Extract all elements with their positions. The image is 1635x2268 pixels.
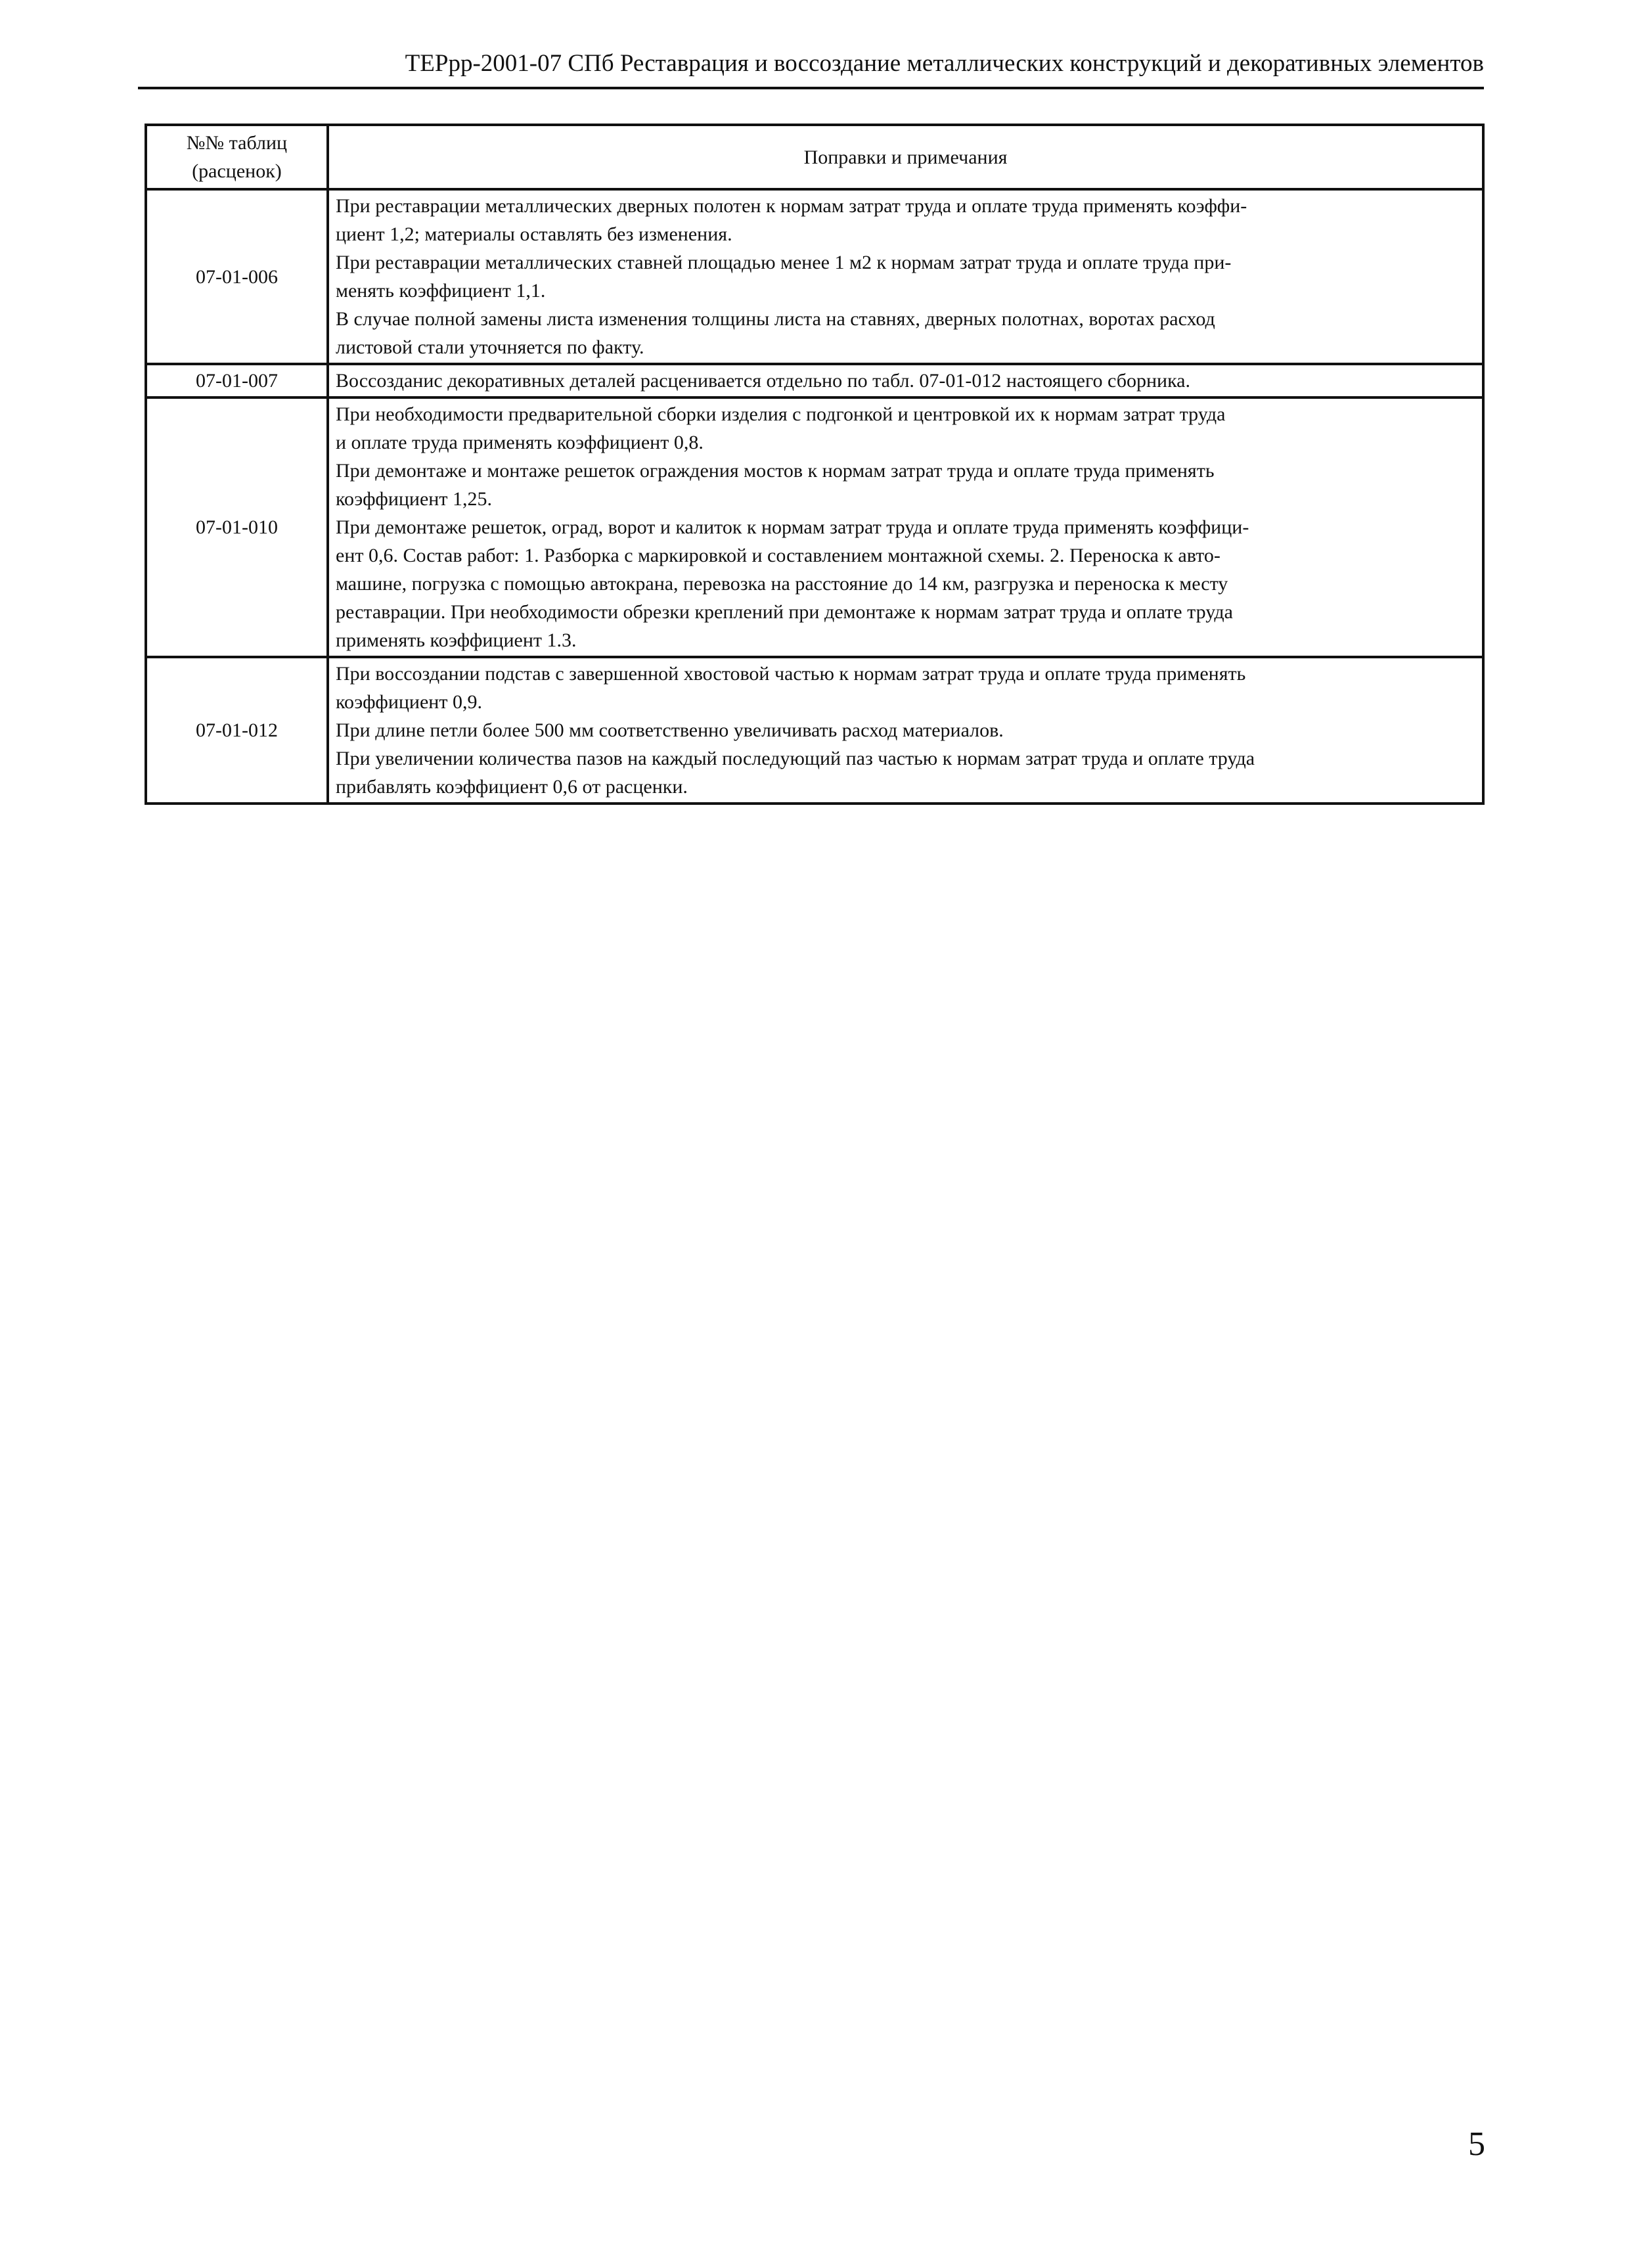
note-line: реставрации. При необходимости обрезки креплений при демонтаже к нормам затрат труда и оплате труда	[336, 601, 1233, 623]
rate-table-code: 07-01-012	[146, 657, 328, 804]
note-cell	[328, 364, 1483, 397]
note-line: листовой стали уточняется по факту.	[336, 336, 644, 358]
table-header-row	[146, 125, 1483, 189]
note-line: циент 1,2; материалы оставлять без изменения.	[336, 223, 732, 245]
note-line: Воссозданис декоративных деталей расценивается отдельно по табл. 07-01-012 настоящего сборника.	[336, 370, 1191, 392]
note-line: В случае полной замены листа изменения толщины листа на ставнях, дверных полотнах, воротах расход	[336, 308, 1215, 330]
note-line: коэффициент 0,9.	[336, 691, 482, 713]
note-line: и оплате труда применять коэффициент 0,8.	[336, 432, 704, 453]
note-line: При реставрации металлических дверных полотен к нормам затрат труда и оплате труда применять коэффи-	[336, 195, 1247, 217]
note-line: применять коэффициент 1.3.	[336, 629, 577, 651]
table-row	[146, 189, 1483, 364]
note-line: ент 0,6. Состав работ: 1. Разборка с маркировкой и составлением монтажной схемы. 2. Переноска к авто-	[336, 545, 1221, 566]
note-line: коэффициент 1,25.	[336, 488, 492, 510]
column-header-line: (расценок)	[192, 160, 282, 182]
note-cell	[328, 397, 1483, 657]
rate-table-code: 07-01-007	[146, 364, 328, 397]
header-rule	[138, 87, 1484, 89]
note-line: При демонтаже и монтаже решеток ограждения мостов к нормам затрат труда и оплате труда применять	[336, 460, 1215, 482]
running-header: ТЕРрр-2001-07 СПб Реставрация и воссоздание металлических конструкций и декоративных элементов	[405, 50, 1484, 77]
note-line: При необходимости предварительной сборки изделия с подгонкой и центровкой их к нормам затрат труда	[336, 403, 1226, 425]
note-line: При увеличении количества пазов на каждый последующий паз частью к нормам затрат труда и оплате труда	[336, 748, 1255, 769]
column-header-line: №№ таблиц	[186, 132, 288, 154]
note-line: При воссоздании подстав с завершенной хвостовой частью к нормам затрат труда и оплате труда применять	[336, 663, 1246, 685]
table-body	[146, 189, 1483, 804]
page-number: 5	[1468, 2125, 1485, 2163]
note-line: машине, погрузка с помощью автокрана, перевозка на расстояние до 14 км, разгрузка и переноска к месту	[336, 573, 1228, 595]
column-header-table-numbers	[146, 125, 328, 189]
note-line: менять коэффициент 1,1.	[336, 280, 546, 302]
table-row	[146, 397, 1483, 657]
table-row	[146, 364, 1483, 397]
rate-table-code: 07-01-006	[146, 189, 328, 364]
note-cell	[328, 189, 1483, 364]
rate-table-code: 07-01-010	[146, 397, 328, 657]
note-line: При демонтаже решеток, оград, ворот и калиток к нормам затрат труда и оплате труда применять коэффици-	[336, 516, 1249, 538]
notes-table	[145, 124, 1485, 805]
table-row	[146, 657, 1483, 804]
note-cell	[328, 657, 1483, 804]
note-line: прибавлять коэффициент 0,6 от расценки.	[336, 776, 688, 798]
note-line: При длине петли более 500 мм соответственно увеличивать расход материалов.	[336, 719, 1004, 741]
column-header-notes: Поправки и примечания	[328, 125, 1483, 189]
note-line: При реставрации металлических ставней площадью менее 1 м2 к нормам затрат труда и оплате труда при-	[336, 252, 1232, 273]
